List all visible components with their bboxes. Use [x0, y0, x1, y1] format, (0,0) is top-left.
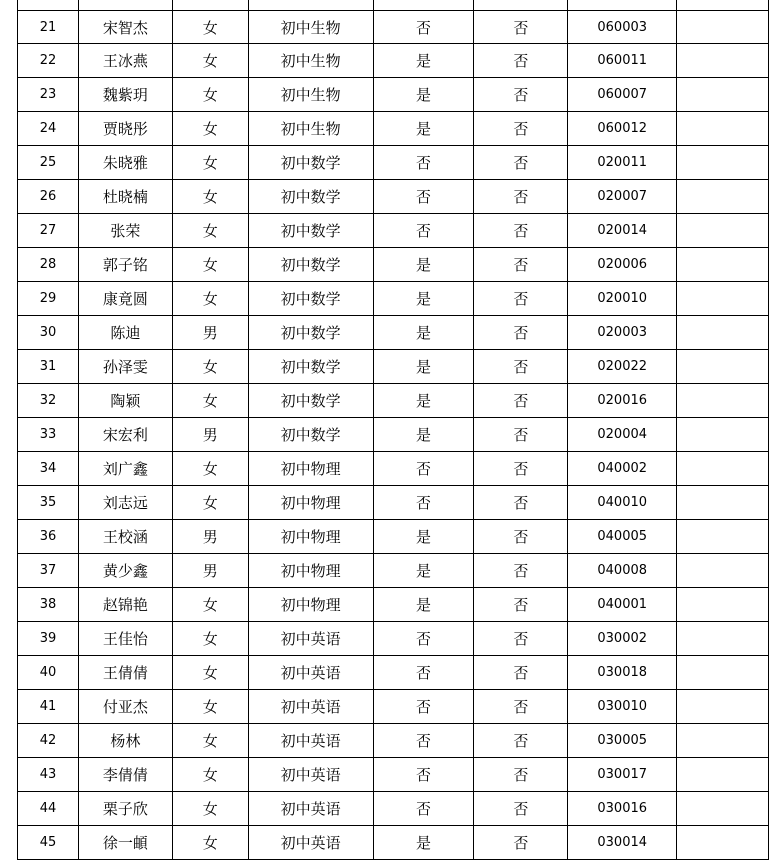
status-cell-2: 否: [474, 248, 568, 281]
name-cell: 陶颖: [79, 384, 173, 417]
subject-cell: 初中生物: [249, 112, 374, 145]
gender-cell: 女: [173, 248, 249, 281]
code-cell: 020016: [568, 384, 677, 417]
code-cell: 040002: [568, 452, 677, 485]
subject-cell: 初中生物: [249, 11, 374, 43]
note-cell: [677, 384, 769, 417]
name-cell: 赵锦艳: [79, 588, 173, 621]
status-cell-1: 否: [374, 146, 475, 179]
note-cell: [677, 758, 769, 791]
row-number-cell: 22: [18, 44, 79, 77]
subject-cell: 初中数学: [249, 384, 374, 417]
table-row: [17, 146, 769, 180]
code-cell: 020003: [568, 316, 677, 349]
subject-cell: 初中数学: [249, 248, 374, 281]
note-cell: [677, 656, 769, 689]
gender-cell: 女: [173, 656, 249, 689]
table-row: [17, 180, 769, 214]
name-cell: 李倩倩: [79, 758, 173, 791]
name-cell: 康竟圆: [79, 282, 173, 315]
code-cell: 020006: [568, 248, 677, 281]
gender-cell: 女: [173, 180, 249, 213]
code-cell: 040008: [568, 554, 677, 587]
row-number-cell: 25: [18, 146, 79, 179]
note-cell: [677, 452, 769, 485]
status-cell-2: 否: [474, 350, 568, 383]
note-cell: [677, 418, 769, 451]
status-cell-2: 否: [474, 622, 568, 655]
code-cell: 030016: [568, 792, 677, 825]
gender-cell: 女: [173, 214, 249, 247]
note-cell: [677, 554, 769, 587]
note-cell: [677, 248, 769, 281]
status-cell-1: 是: [374, 78, 475, 111]
status-cell-1: 是: [374, 418, 475, 451]
name-cell: 杜晓楠: [79, 180, 173, 213]
note-cell: [677, 826, 769, 859]
subject-cell: 初中物理: [249, 486, 374, 519]
row-number-cell: 42: [18, 724, 79, 757]
note-cell: [677, 350, 769, 383]
subject-cell: 初中数学: [249, 180, 374, 213]
table-row: [17, 520, 769, 554]
code-cell: 030017: [568, 758, 677, 791]
status-cell-1: 是: [374, 554, 475, 587]
table-row: [17, 316, 769, 350]
status-cell-2: 否: [474, 282, 568, 315]
table-row: [17, 656, 769, 690]
status-cell-2: 否: [474, 826, 568, 859]
note-cell: [677, 44, 769, 77]
roster-table: [17, 0, 769, 860]
code-cell: 060007: [568, 78, 677, 111]
gender-cell: 女: [173, 690, 249, 723]
code-cell: 020014: [568, 214, 677, 247]
status-cell-2: 否: [474, 418, 568, 451]
table-row: [17, 112, 769, 146]
table-row: [17, 384, 769, 418]
note-cell: [677, 214, 769, 247]
row-number-cell: 30: [18, 316, 79, 349]
note-cell: [677, 146, 769, 179]
subject-cell: 初中生物: [249, 44, 374, 77]
note-cell: [677, 724, 769, 757]
status-cell-2: 否: [474, 452, 568, 485]
code-cell: 060011: [568, 44, 677, 77]
gender-cell: 女: [173, 758, 249, 791]
gender-cell: 女: [173, 486, 249, 519]
row-number-cell: 35: [18, 486, 79, 519]
note-cell: [677, 690, 769, 723]
gender-cell: 女: [173, 792, 249, 825]
subject-cell: 初中数学: [249, 282, 374, 315]
name-cell: 刘志远: [79, 486, 173, 519]
row-number-cell: 26: [18, 180, 79, 213]
row-number-cell: 34: [18, 452, 79, 485]
gender-cell: 女: [173, 78, 249, 111]
row-number-cell: 23: [18, 78, 79, 111]
table-row: [17, 214, 769, 248]
gender-cell: 女: [173, 588, 249, 621]
status-cell-1: 是: [374, 112, 475, 145]
row-number-cell: 44: [18, 792, 79, 825]
status-cell-2: 否: [474, 11, 568, 43]
code-cell: 030018: [568, 656, 677, 689]
subject-cell: 初中数学: [249, 350, 374, 383]
subject-cell: 初中英语: [249, 622, 374, 655]
name-cell: 王校涵: [79, 520, 173, 553]
status-cell-2: 否: [474, 486, 568, 519]
row-number-cell: 45: [18, 826, 79, 859]
name-cell: 孙泽雯: [79, 350, 173, 383]
row-number-cell: 43: [18, 758, 79, 791]
table-row: [17, 418, 769, 452]
code-cell: 030002: [568, 622, 677, 655]
status-cell-2: 否: [474, 146, 568, 179]
note-cell: [677, 282, 769, 315]
code-cell: 020007: [568, 180, 677, 213]
code-cell: 040005: [568, 520, 677, 553]
status-cell-1: 否: [374, 690, 475, 723]
subject-cell: 初中物理: [249, 452, 374, 485]
code-cell: 020022: [568, 350, 677, 383]
status-cell-1: 是: [374, 44, 475, 77]
name-cell: 张荣: [79, 214, 173, 247]
subject-cell: 初中物理: [249, 588, 374, 621]
gender-cell: 女: [173, 112, 249, 145]
table-row: [17, 690, 769, 724]
name-cell: 栗子欣: [79, 792, 173, 825]
status-cell-2: 否: [474, 520, 568, 553]
name-cell: 朱晓雅: [79, 146, 173, 179]
subject-cell: 初中物理: [249, 520, 374, 553]
row-number-cell: 27: [18, 214, 79, 247]
subject-cell: 初中数学: [249, 418, 374, 451]
status-cell-2: 否: [474, 758, 568, 791]
subject-cell: 初中数学: [249, 214, 374, 247]
note-cell: [677, 112, 769, 145]
note-cell: [677, 792, 769, 825]
name-cell: 王佳怡: [79, 622, 173, 655]
row-number-cell: 32: [18, 384, 79, 417]
gender-cell: 男: [173, 520, 249, 553]
note-cell: [677, 622, 769, 655]
gender-cell: 男: [173, 418, 249, 451]
table-row: [17, 350, 769, 384]
subject-cell: 初中英语: [249, 690, 374, 723]
previous-row-fragment: [17, 0, 769, 10]
table-row: [17, 724, 769, 758]
subject-cell: 初中英语: [249, 758, 374, 791]
status-cell-2: 否: [474, 214, 568, 247]
subject-cell: 初中英语: [249, 826, 374, 859]
gender-cell: 女: [173, 452, 249, 485]
code-cell: 040010: [568, 486, 677, 519]
table-row: [17, 826, 769, 860]
table-row: [17, 10, 769, 44]
status-cell-1: 是: [374, 384, 475, 417]
gender-cell: 女: [173, 622, 249, 655]
status-cell-1: 否: [374, 622, 475, 655]
gender-cell: 男: [173, 554, 249, 587]
code-cell: 060003: [568, 11, 677, 43]
note-cell: [677, 180, 769, 213]
status-cell-2: 否: [474, 724, 568, 757]
gender-cell: 男: [173, 316, 249, 349]
name-cell: 刘广鑫: [79, 452, 173, 485]
gender-cell: 女: [173, 282, 249, 315]
status-cell-2: 否: [474, 554, 568, 587]
subject-cell: 初中生物: [249, 78, 374, 111]
subject-cell: 初中英语: [249, 724, 374, 757]
table-row: [17, 792, 769, 826]
table-row: [17, 248, 769, 282]
row-number-cell: 28: [18, 248, 79, 281]
status-cell-2: 否: [474, 316, 568, 349]
table-row: [17, 622, 769, 656]
code-cell: 020010: [568, 282, 677, 315]
status-cell-1: 否: [374, 214, 475, 247]
table-row: [17, 758, 769, 792]
status-cell-2: 否: [474, 690, 568, 723]
status-cell-2: 否: [474, 588, 568, 621]
note-cell: [677, 316, 769, 349]
note-cell: [677, 520, 769, 553]
status-cell-2: 否: [474, 792, 568, 825]
table-row: [17, 44, 769, 78]
name-cell: 王倩倩: [79, 656, 173, 689]
code-cell: 030010: [568, 690, 677, 723]
note-cell: [677, 486, 769, 519]
row-number-cell: 24: [18, 112, 79, 145]
name-cell: 郭子铭: [79, 248, 173, 281]
status-cell-1: 否: [374, 11, 475, 43]
name-cell: 贾晓彤: [79, 112, 173, 145]
status-cell-2: 否: [474, 78, 568, 111]
status-cell-1: 否: [374, 792, 475, 825]
status-cell-2: 否: [474, 180, 568, 213]
name-cell: 王冰燕: [79, 44, 173, 77]
status-cell-2: 否: [474, 44, 568, 77]
gender-cell: 女: [173, 44, 249, 77]
code-cell: 020011: [568, 146, 677, 179]
gender-cell: 女: [173, 11, 249, 43]
row-number-cell: 29: [18, 282, 79, 315]
table-row: [17, 282, 769, 316]
code-cell: 030005: [568, 724, 677, 757]
code-cell: 020004: [568, 418, 677, 451]
name-cell: 付亚杰: [79, 690, 173, 723]
row-number-cell: 37: [18, 554, 79, 587]
status-cell-1: 否: [374, 724, 475, 757]
row-number-cell: 21: [18, 11, 79, 43]
status-cell-1: 是: [374, 588, 475, 621]
status-cell-1: 是: [374, 520, 475, 553]
status-cell-1: 否: [374, 758, 475, 791]
status-cell-1: 是: [374, 282, 475, 315]
row-number-cell: 33: [18, 418, 79, 451]
name-cell: 杨林: [79, 724, 173, 757]
subject-cell: 初中物理: [249, 554, 374, 587]
code-cell: 030014: [568, 826, 677, 859]
name-cell: 徐一頔: [79, 826, 173, 859]
table-row: [17, 486, 769, 520]
note-cell: [677, 78, 769, 111]
gender-cell: 女: [173, 350, 249, 383]
subject-cell: 初中英语: [249, 656, 374, 689]
status-cell-2: 否: [474, 656, 568, 689]
table-row: [17, 588, 769, 622]
table-body: [17, 10, 769, 860]
row-number-cell: 31: [18, 350, 79, 383]
table-row: [17, 78, 769, 112]
status-cell-1: 否: [374, 180, 475, 213]
status-cell-1: 否: [374, 486, 475, 519]
row-number-cell: 40: [18, 656, 79, 689]
status-cell-2: 否: [474, 112, 568, 145]
note-cell: [677, 11, 769, 43]
gender-cell: 女: [173, 724, 249, 757]
table-row: [17, 452, 769, 486]
status-cell-1: 是: [374, 248, 475, 281]
status-cell-1: 是: [374, 350, 475, 383]
row-number-cell: 39: [18, 622, 79, 655]
status-cell-1: 是: [374, 316, 475, 349]
code-cell: 040001: [568, 588, 677, 621]
code-cell: 060012: [568, 112, 677, 145]
gender-cell: 女: [173, 384, 249, 417]
row-number-cell: 41: [18, 690, 79, 723]
name-cell: 陈迪: [79, 316, 173, 349]
name-cell: 宋宏利: [79, 418, 173, 451]
status-cell-1: 否: [374, 656, 475, 689]
status-cell-2: 否: [474, 384, 568, 417]
row-number-cell: 36: [18, 520, 79, 553]
name-cell: 宋智杰: [79, 11, 173, 43]
subject-cell: 初中英语: [249, 792, 374, 825]
row-number-cell: 38: [18, 588, 79, 621]
gender-cell: 女: [173, 146, 249, 179]
gender-cell: 女: [173, 826, 249, 859]
note-cell: [677, 588, 769, 621]
subject-cell: 初中数学: [249, 316, 374, 349]
name-cell: 黄少鑫: [79, 554, 173, 587]
status-cell-1: 是: [374, 826, 475, 859]
status-cell-1: 否: [374, 452, 475, 485]
subject-cell: 初中数学: [249, 146, 374, 179]
table-row: [17, 554, 769, 588]
name-cell: 魏紫玥: [79, 78, 173, 111]
